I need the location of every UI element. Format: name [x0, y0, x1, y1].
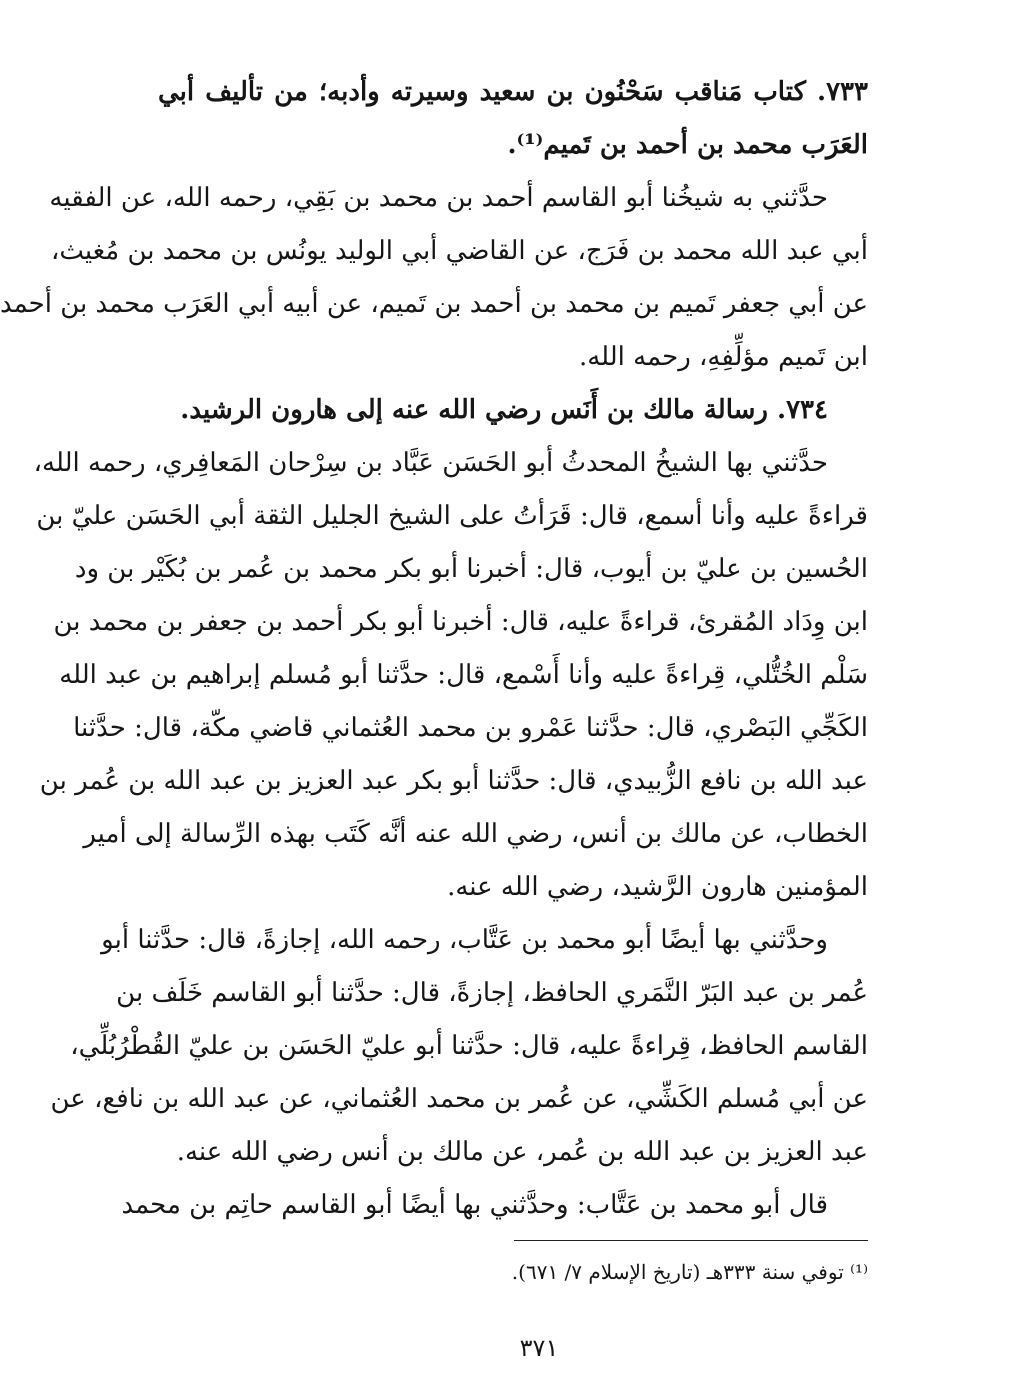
footnote-rule — [514, 1240, 868, 1241]
paragraph-line: الكَجِّي البَصْري، قال: حدَّثنا عَمْرو بن محمد العُثماني قاضي مكّة، قال: حدَّثنا — [73, 713, 868, 743]
footnote: ⁽¹⁾ توفي سنة ٣٣٣هـ (تاريخ الإسلام ٧/ ٦٧١). — [511, 1260, 868, 1284]
paragraph-line: عن أبي جعفر تَميم بن محمد بن أحمد بن تَميم، عن أبيه أبي العَرَب محمد بن أحمد — [0, 289, 868, 319]
paragraph-line: قراءةً عليه وأنا أسمع، قال: قَرَأتُ على الشيخ الجليل الثقة أبي الحَسَن عليّ بن — [36, 501, 868, 531]
paragraph-line: القاسم الحافظ، قِراءةً عليه، قال: حدَّثنا أبو عليّ الحَسَن بن عليّ القُطْرُبُلِّي، — [70, 1031, 868, 1061]
paragraph-line: المؤمنين هارون الرَّشيد، رضي الله عنه. — [447, 872, 868, 902]
paragraph-line: الحُسين بن عليّ بن أيوب، قال: أخبرنا أبو بكر محمد بن عُمر بن بُكَيْر بن ود — [74, 554, 868, 584]
paragraph-line: عبد العزيز بن عبد الله بن عُمر، عن مالك بن أنس رضي الله عنه. — [176, 1137, 868, 1167]
paragraph-line: قال أبو محمد بن عَتَّاب: وحدَّثني بها أيضًا أبو القاسم حاتِم بن محمد — [121, 1190, 828, 1220]
paragraph-line: وحدَّثني بها أيضًا أبو محمد بن عَتَّاب، رحمه الله، إجازةً، قال: حدَّثنا أبو — [101, 925, 828, 955]
page-number: ٣٧١ — [519, 1334, 559, 1362]
paragraph-line: عُمر بن عبد البَرّ النَّمَري الحافظ، إجازةً، قال: حدَّثنا أبو القاسم خَلَف بن — [116, 978, 868, 1008]
paragraph-line: سَلْم الخُتُّلي، قِراءةً عليه وأنا أَسْمع، قال: حدَّثنا أبو مُسلم إبراهيم بن عبد الله — [59, 660, 868, 690]
paragraph-line: حدَّثني بها الشيخُ المحدثُ أبو الحَسَن عَبَّاد بن سِرْحان المَعافِري، رحمه الله، — [33, 448, 828, 478]
paragraph-line: أبي عبد الله محمد بن فَرَج، عن القاضي أبي الوليد يونُس بن محمد بن مُغيث، — [50, 236, 868, 266]
entry-733-heading: ٧٣٣. كتاب مَناقب سَحْنُون بن سعيد وسيرته وأدبه؛ من تأليف أبي — [158, 77, 868, 107]
entry-733-heading-cont: العَرَب محمد بن أحمد بن تَميم⁽¹⁾. — [507, 130, 868, 160]
paragraph-line: عن أبي مُسلم الكَشِّي، عن عُمر بن محمد العُثماني، عن عبد الله بن نافع، عن — [50, 1084, 868, 1114]
paragraph-line: حدَّثني به شيخُنا أبو القاسم أحمد بن محمد بن بَقِي، رحمه الله، عن الفقيه — [49, 183, 828, 213]
paragraph-line: ابن وِدَاد المُقرئ، قراءةً عليه، قال: أخبرنا أبو بكر أحمد بن جعفر بن محمد بن — [53, 607, 868, 637]
paragraph-line: الخطاب، عن مالك بن أنس، رضي الله عنه أنَّه كَتَب بهذه الرِّسالة إلى أمير — [83, 819, 868, 849]
paragraph-line: ابن تَميم مؤلِّفِهِ، رحمه الله. — [578, 342, 868, 372]
entry-734-heading: ٧٣٤. رسالة مالك بن أَنَس رضي الله عنه إلى هارون الرشيد. — [180, 395, 828, 425]
paragraph-line: عبد الله بن نافع الزُّبيدي، قال: حدَّثنا أبو بكر عبد العزيز بن عبد الله بن عُمر بن — [39, 766, 868, 796]
